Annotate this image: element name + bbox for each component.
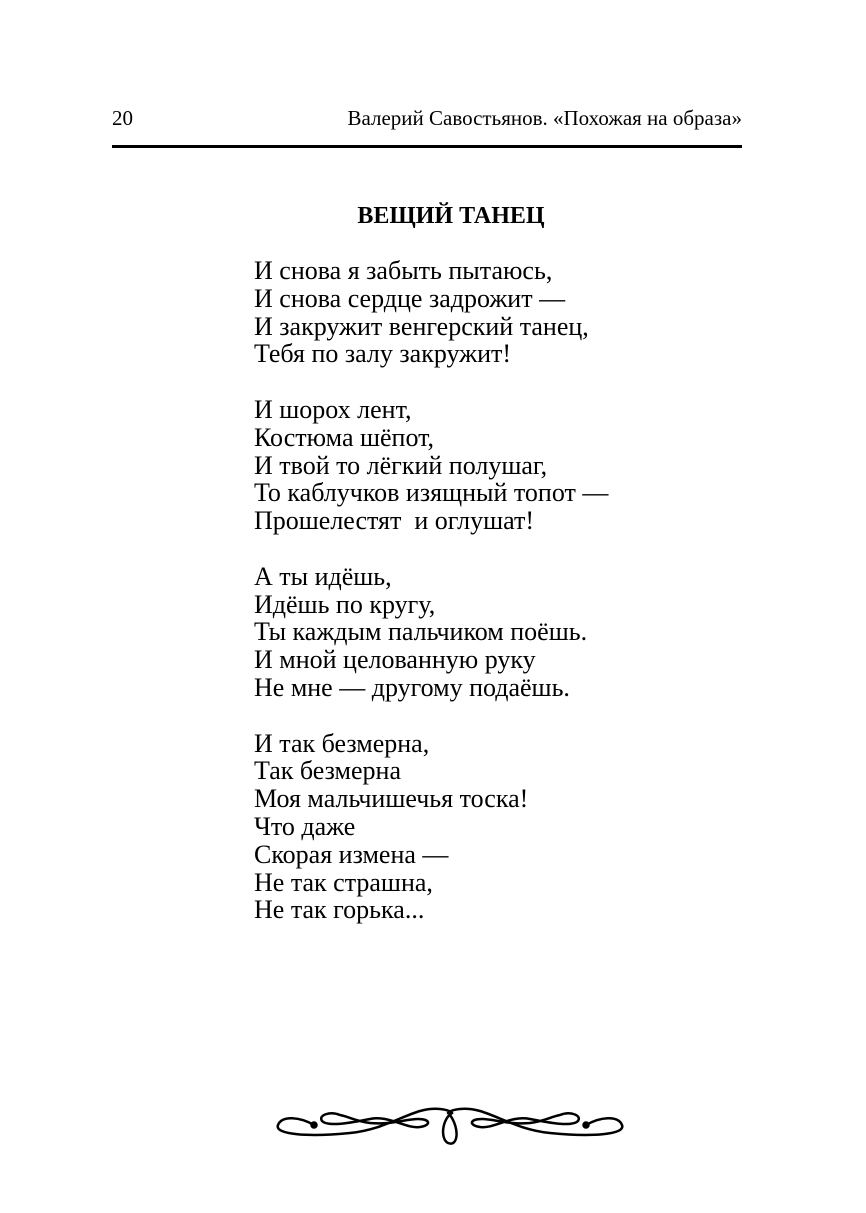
poem-line: Так безмерна (254, 756, 401, 786)
poem-line: Костюма шёпот, (254, 422, 435, 452)
header-rule (112, 145, 742, 148)
poem-line: И шорох лент, (254, 394, 412, 424)
poem-line: Не так горька... (254, 895, 425, 925)
page-header (112, 106, 742, 136)
poem-line: Моя мальчишечья тоска! (254, 784, 529, 814)
running-title: Валерий Савостьянов. «Похожая на образа» (347, 106, 742, 130)
poem-line: Скорая измена — (254, 839, 449, 869)
poem-line: Тебя по залу закружит! (254, 339, 512, 369)
stanza (254, 396, 608, 535)
poem-line: Не так страшна, (254, 867, 433, 897)
poem-title: ВЕЩИЙ ТАНЕЦ (357, 203, 545, 229)
poem-line: И закружит венгерский танец, (254, 311, 589, 341)
poem-line: И снова я забыть пытаюсь, (254, 256, 553, 285)
poem-line: И так безмерна, (254, 728, 430, 758)
stanza (254, 730, 608, 925)
poem-line: То каблучков изящный топот — (254, 478, 609, 508)
poem-line: Ты каждым пальчиком поёшь. (254, 617, 588, 647)
poem-body (254, 257, 608, 952)
poem-line: А ты идёшь, (254, 561, 392, 591)
poem-line: Прошелестят и оглушат! (254, 506, 535, 536)
page-number: 20 (112, 106, 133, 130)
poem-line: Не мне — другому подаёшь. (254, 672, 570, 702)
flourish-divider-icon (270, 1095, 630, 1150)
poem-line: Идёшь по кругу, (254, 589, 436, 619)
stanza (254, 257, 608, 368)
poem-line: И мной целованную руку (254, 645, 536, 675)
poem-line: И снова сердце задрожит — (254, 283, 566, 313)
poem-line: Что даже (254, 811, 356, 841)
stanza (254, 563, 608, 702)
poem-line: И твой то лёгкий полушаг, (254, 450, 548, 480)
